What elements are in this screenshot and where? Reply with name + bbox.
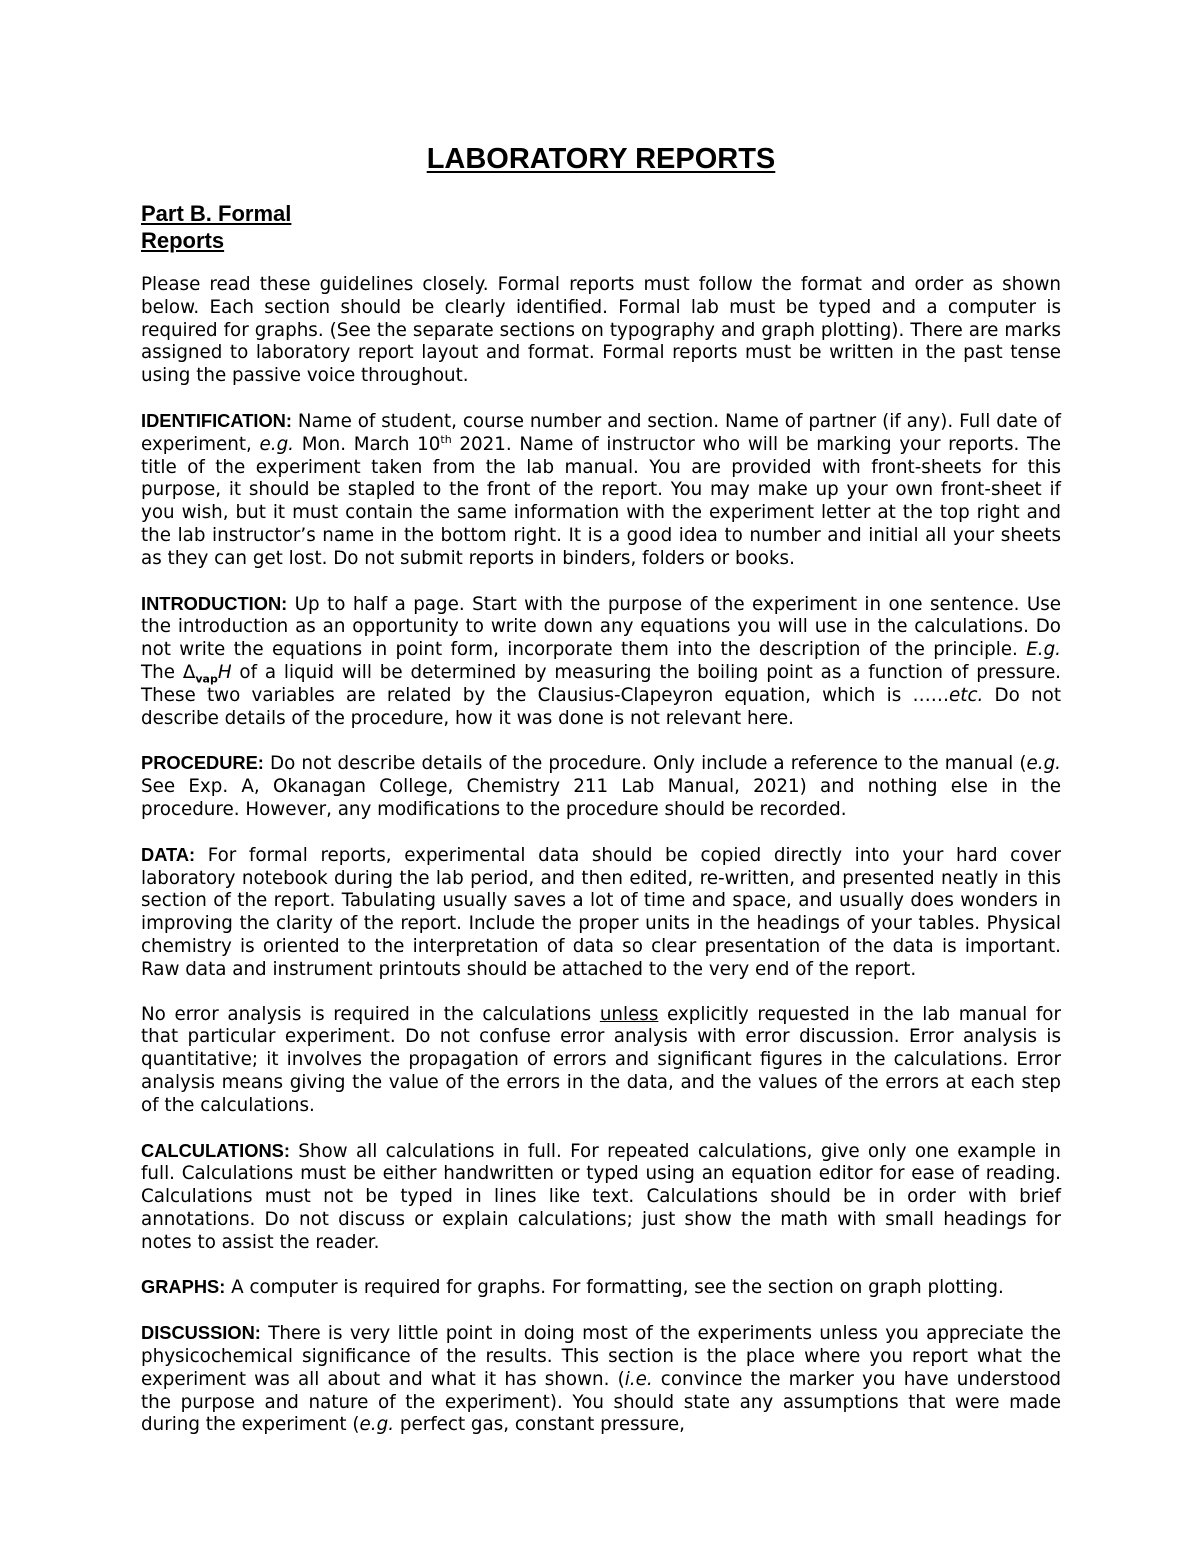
section-label: PROCEDURE: [141,752,264,774]
section-label: IDENTIFICATION: [141,409,292,431]
section-label: DATA: [141,843,196,865]
section-label: INTRODUCTION: [141,592,288,614]
data-section: DATA: For formal reports, experimental data should be copied directly into your hard cover laboratory notebook during the lab period, and then edited, re-written, and presented neatly in this section of the report. Tabulating usually saves a lot of time and space, and usually does wonders in improving the clarity of the report. Include the proper units in the headings of your tables. Physical chemistry is oriented to the interpretation of data so clear presentation of the data is important. Raw data and instrument printouts should be attached to the very end of the report. [141,843,1061,980]
section-label: DISCUSSION: [141,1322,261,1344]
graphs-section: GRAPHS: A computer is required for graphs. For formatting, see the section on graph plotting. [141,1276,1004,1299]
document-page [141,140,1061,1437]
document-title: LABORATORY REPORTS [426,143,776,175]
intro-paragraph: Please read these guidelines closely. Formal reports must follow the format and order as shown below. Each section should be clearly identified. Formal lab must be typed and a computer is required for graphs. (See the separate sections on typography and graph plotting). There are marks assigned to laboratory report layout and format. Formal reports must be written in the past tense using the passive voice throughout. [141,274,1061,387]
section-label: CALCULATIONS: [141,1139,290,1161]
error-analysis-paragraph: No error analysis is required in the calculations unless explicitly requested in the lab manual for that particular experiment. Do not confuse error analysis with error discussion. Error analysis is quantitative; it involves the propagation of errors and significant figures in the calculations. Error analysis means giving the value of the errors in the data, and the values of the errors at each step of the calculations. [141,1003,1061,1116]
identification-section: IDENTIFICATION: Name of student, course number and section. Name of partner (if any). Full date of experiment, e.g. Mon. March 10th 2021. Name of instructor who will be marking your reports. The title of the experiment taken from the lab manual. You are provided with front-sheets for this purpose, it should be stapled to the front of the report. You may make up your own front-sheet if you wish, but it must contain the same information with the experiment letter at the top right and the lab instructor’s name in the bottom right. It is a good idea to number and initial all your sheets as they can get lost. Do not submit reports in binders, folders or books. [141,409,1062,569]
introduction-section: INTRODUCTION: Up to half a page. Start with the purpose of the experiment in one sentence. Use the introduction as an opportunity to write down any equations you will use in the calculations. Do not write the equations in point form, incorporate them into the description of the principle. E.g. The $\Delta_{vap}H$ of a liquid will be determined by measuring the boiling point as a function of pressure. These two variables are related by the Clausius-Clapeyron equation, which is ……etc. Do not describe details of the procedure, how it was done is not relevant here. [141,592,1061,729]
part-heading: Part B. Formal Reports [141,201,292,253]
procedure-section: PROCEDURE: Do not describe details of the procedure. Only include a reference to the manual (e.g. See Exp. A, Okanagan College, Chemistry 211 Lab Manual, 2021) and nothing else in the procedure. However, any modifications to the procedure should be recorded. [141,752,1061,820]
calculations-section: CALCULATIONS: Show all calculations in full. For repeated calculations, give only one example in full. Calculations must be either handwritten or typed using an equation editor for ease of reading. Calculations must not be typed in lines like text. Calculations should be in order with brief annotations. Do not discuss or explain calculations; just show the math with small headings for notes to assist the reader. [141,1139,1061,1253]
section-label: GRAPHS: [141,1276,226,1298]
discussion-section: DISCUSSION: There is very little point in doing most of the experiments unless you appreciate the physicochemical significance of the results. This section is the place where you report what the experiment was all about and what it has shown. (i.e. convince the marker you have understood the purpose and nature of the experiment). You should state any assumptions that were made during the experiment (e.g. perfect gas, constant pressure, [141,1322,1061,1436]
